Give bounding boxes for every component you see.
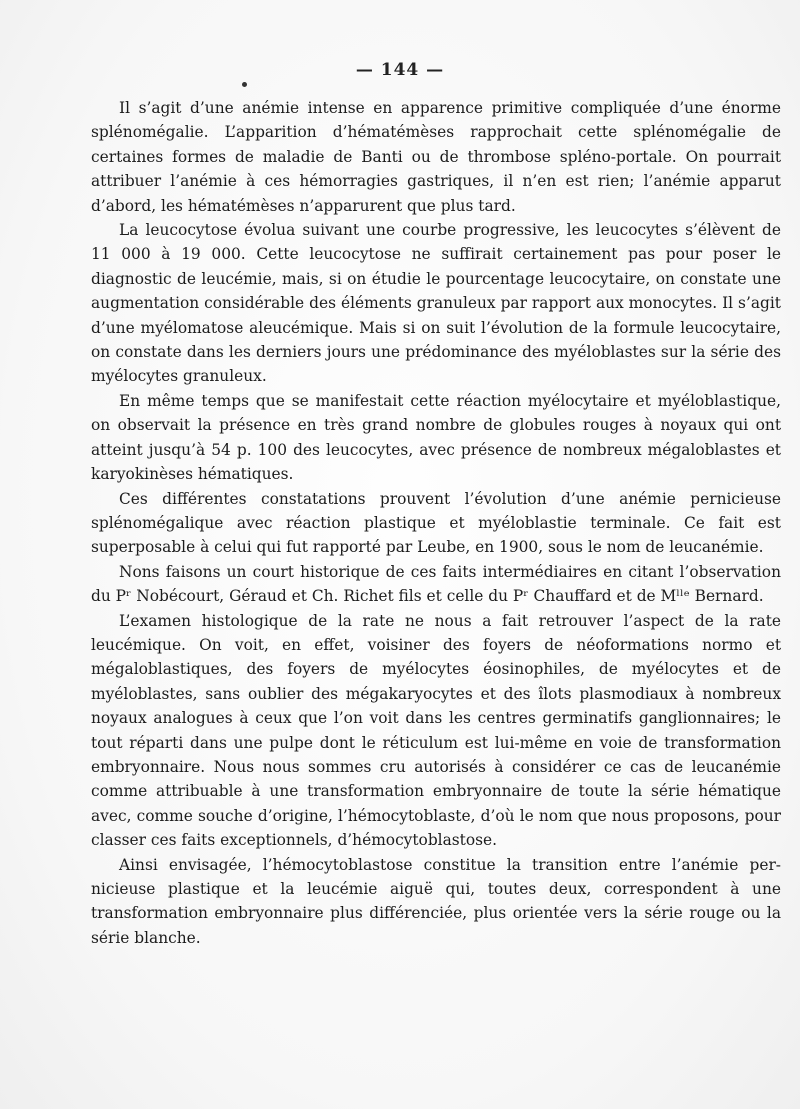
body-text [91,96,781,950]
ink-speck [242,82,247,87]
paragraph-4: Ces différentes constatations prouvent l’évolution d’une anémie pernicieuse splénomégalique avec réaction plastique et myéloblastie terminale. Ce fait est superposable à celui qui fut rapporté par Leube, en 1900, sous le nom de leucanémie. [91,489,781,557]
paragraph-2: La leucocytose évolua suivant une courbe progressive, les leucocytes s’élèvent de 11 000 à 19 000. Cette leucocytose ne suffirait certainement pas pour poser le diagnostic de leucémie, mais, si on étudie le pourcentage leucocytaire, on constate une augmentation considérable des éléments granuleux par rapport aux monocytes. Il s’agit d’une myélomatose aleucémique. Mais si on suit l’évolution de la formule leucocytaire, on constate dans les derniers jours une prédominance des myéloblastes sur la série des myélocytes granuleux. [91,221,781,386]
paragraph-1: Il s’agit d’une anémie intense en apparence primitive compliquée d’une énorme splénomégalie. L’apparition d’hématémèses rapprochait cette splénomégalie de certaines formes de maladie de Banti ou de thrombose spléno-portale. On pourrait attribuer l’anémie à ces hémorragies gastriques, il n’en est rien; l’anémie apparut d’abord, les hématémèses n’apparurent que plus tard. [91,99,781,215]
paragraph-5: Nons faisons un court historique de ces faits intermédiaires en citant l’observation du Pʳ Nobécourt, Géraud et Ch. Richet fils et celle du Pʳ Chauffard et de Mˡˡᵉ Bernard. [91,562,781,606]
page-number: — 144 — [355,60,445,80]
paragraph-7: Ainsi envisagée, l’hémocytoblastose constitue la transition entre l’anémie pernicieuse plastique et la leucémie aiguë qui, toutes deux, correspondent à une transformation embryonnaire plus différenciée, plus orientée vers la série rouge ou la série blanche. [91,855,781,947]
paragraph-3: En même temps que se manifestait cette réaction myélocytaire et myéloblastique, on observait la présence en très grand nombre de globules rouges à noyaux qui ont atteint jusqu’à 54 p. 100 des leucocytes, avec présence de nombreux mégaloblastes et karyokinèses hématiques. [91,391,781,484]
paragraph-6: L’examen histologique de la rate ne nous a fait retrouver l’aspect de la rate leucémique. On voit, en effet, voisiner des foyers de néoformations normo et mégaloblastiques, des foyers de myélocytes éosinophiles, de myélocytes et de myéloblastes, sans oublier des mégakaryocytes et des îlots plasmodiaux à nombreux noyaux analogues à ceux que l’on voit dans les centres germinatifs ganglionnaires; le tout réparti dans une pulpe dont le réticulum est lui-même en voie de transformation embryonnaire. Nous nous sommes cru autorisés à considérer ce cas de leucanémie comme attribuable à une transformation embryonnaire de toute la série hématique avec, comme souche d’origine, l’hémocytoblaste, d’où le nom que nous proposons, pour classer ces faits exceptionnels, d’hémocytoblastose. [91,611,781,850]
